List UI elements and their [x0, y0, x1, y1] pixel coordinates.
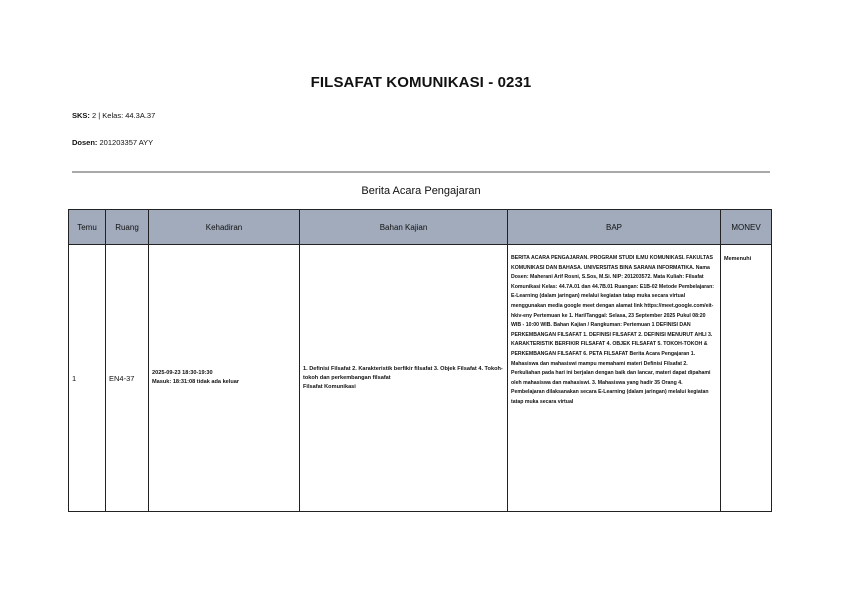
temu-value: 1: [72, 373, 77, 383]
divider: [72, 171, 770, 173]
monev-value: Memenuhi: [724, 256, 752, 262]
cell-monev: [721, 245, 772, 512]
column-header-ruang: Ruang: [106, 210, 149, 245]
bahan-kajian-course: Filsafat Komunikasi: [303, 383, 356, 390]
section-title: Berita Acara Pengajaran: [361, 185, 481, 197]
table-row: [69, 245, 772, 512]
column-header-monev: MONEV: [721, 210, 772, 245]
dosen-line: [72, 138, 153, 147]
cell-kehadiran: [149, 245, 300, 512]
column-header-temu: Temu: [69, 210, 106, 245]
table-header-row: [69, 210, 772, 245]
kehadiran-status: Masuk: 18:31:08 tidak ada keluar: [152, 379, 240, 385]
bahan-kajian-topics: 1. Definisi Filsafat 2. Karakteristik berfikir filsafat 3. Objek Filsafat 4. Tokoh-tokoh dan perkembangan filsafat: [303, 365, 503, 381]
column-header-bahan-kajian: Bahan Kajian: [300, 210, 508, 245]
sks-kelas-value: 2 | Kelas: 44.3A.37: [92, 111, 156, 120]
bap-table: [68, 209, 772, 512]
dosen-label: Dosen:: [72, 138, 98, 147]
sks-kelas-line: [72, 111, 155, 120]
ruang-value: EN4-37: [109, 373, 135, 383]
kehadiran-time: 2025-09-23 18:30-19:30: [152, 370, 213, 376]
bap-text: BERITA ACARA PENGAJARAN. PROGRAM STUDI ILMU KOMUNIKASI. FAKULTAS KOMUNIKASI DAN BAHASA. UNIVERSITAS BINA SARANA INFORMATIKA. Nama Dosen: Maherani Arif Rosni, S.Sos, M.Si. NIP: 201203572. Mata Kuliah: Filsafat Komunikasi Kelas: 44.7A.01 dan 44.7B.01 Ruangan: E1B-02 Metode Pembelajaran: E-Learning (dalam jaringan) melalui kegiatan tatap muka secara virtual menggunakan media google meet dengan alamat link https://meet.google.com/eit-hkiv-eny Pertemuan ke 1. Hari/Tanggal: Selasa, 23 September 2025 Pukul 08:20 WIB - 10:00 WIB. Bahan Kajian / Rangkuman: Pertemuan 1 DEFINISI DAN PERKEMBANGAN FILSAFAT 1. DEFINISI FILSAFAT 2. DEFINISI MENURUT AHLI 3. KARAKTERISTIK BERFIKIR FILSAFAT 4. OBJEK FILSAFAT 5. TOKOH-TOKOH & PERKEMBANGAN FILSAFAT 6. PETA FILSAFAT Berita Acara Pengajaran 1. Mahasiswa dan mahasiswi mampu memahami materi Definisi Filsafat 2. Perkuliahan pada hari ini berjalan dengan baik dan lancar, materi dapat dipahami oleh mahasiswa dan mahasiswi. 3. Mahasiswa yang hadir 35 Orang 4. Pembelajaran dilaksanakan secara E-Learning (dalam jaringan) melalui kegiatan tatap muka secara virtual: [511, 255, 714, 405]
page-title: FILSAFAT KOMUNIKASI - 0231: [310, 74, 532, 91]
dosen-value: 201203357 AYY: [99, 138, 154, 147]
column-header-kehadiran: Kehadiran: [149, 210, 300, 245]
cell-bap: [508, 245, 721, 512]
cell-temu: [69, 245, 106, 512]
sks-label: SKS:: [72, 111, 90, 120]
cell-ruang: [106, 245, 149, 512]
column-header-bap: BAP: [508, 210, 721, 245]
cell-bahan-kajian: [300, 245, 508, 512]
